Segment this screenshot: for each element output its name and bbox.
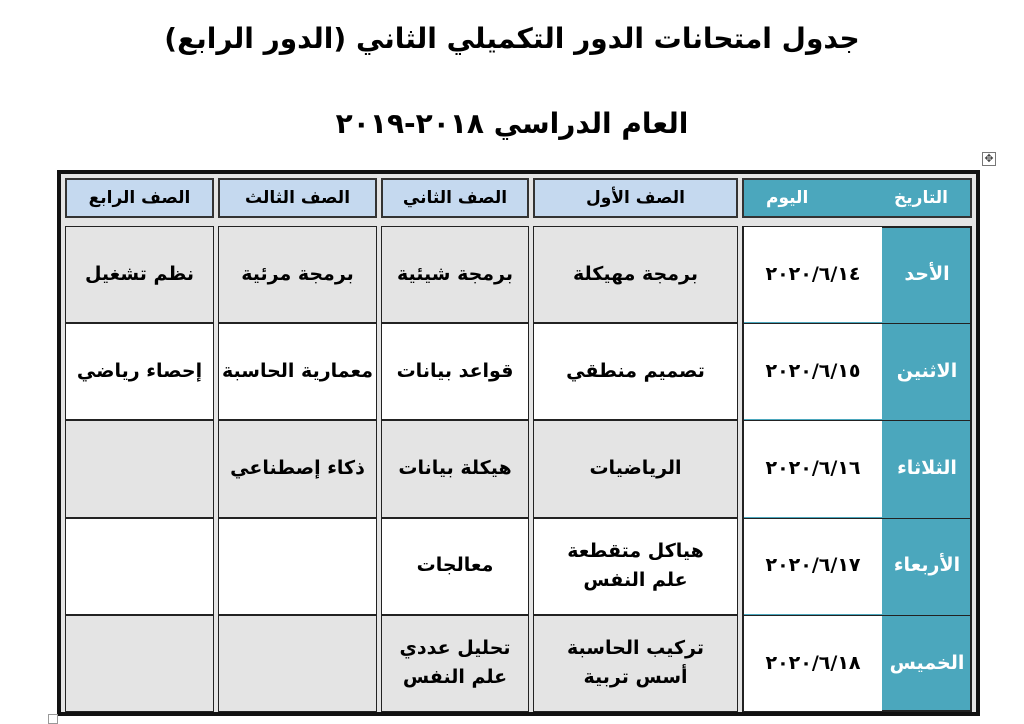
subject-cell — [218, 323, 377, 420]
header-grade3: الصف الثالث — [218, 178, 377, 218]
header-grade1: الصف الأول — [533, 178, 738, 218]
subject-name: معالجات — [416, 554, 494, 577]
row-divider — [744, 323, 970, 324]
subject-cell — [381, 615, 529, 712]
date-cell: ٢٠٢٠/٦/١٥ — [744, 324, 882, 419]
subject-cell — [218, 226, 377, 323]
header-day: اليوم — [766, 187, 809, 208]
subject-name: قواعد بيانات — [396, 360, 514, 383]
subject-cell — [65, 420, 214, 517]
row-divider — [744, 420, 970, 421]
day-cell: الأربعاء — [884, 520, 970, 613]
subject-name: معمارية الحاسبة — [222, 360, 374, 383]
date-cell: ٢٠٢٠/٦/١٦ — [744, 421, 882, 516]
subject-cell — [65, 615, 214, 712]
subject-cell — [65, 323, 214, 420]
subject-cell — [381, 518, 529, 615]
subject-name: هياكل متقطعة — [567, 539, 704, 562]
subject-cell — [533, 615, 738, 712]
subject-cell — [218, 518, 377, 615]
subject-name: ذكاء إصطناعي — [230, 457, 365, 480]
date-cell: ٢٠٢٠/٦/١٧ — [744, 519, 882, 614]
subject-cell — [65, 518, 214, 615]
subject-cell — [533, 323, 738, 420]
subject-cell — [533, 420, 738, 517]
subject-cell — [218, 615, 377, 712]
row-divider — [744, 518, 970, 519]
date-cell: ٢٠٢٠/٦/١٨ — [744, 616, 882, 711]
header-grade4: الصف الرابع — [65, 178, 214, 218]
subject-cell — [381, 420, 529, 517]
subject-cell — [533, 226, 738, 323]
subject-name: علم النفس — [402, 666, 508, 689]
subject-name: نظم تشغيل — [84, 262, 195, 285]
table-resize-handle[interactable] — [48, 714, 58, 724]
subject-name: برمجة مهيكلة — [573, 262, 698, 285]
row-divider — [744, 615, 970, 616]
subject-name: أسس تربية — [583, 666, 688, 689]
day-cell: الاثنين — [884, 325, 970, 418]
subject-name: تحليل عددي — [399, 636, 511, 659]
subject-name: علم النفس — [583, 569, 688, 592]
subject-name: هيكلة بيانات — [398, 457, 512, 480]
document-title: جدول امتحانات الدور التكميلي الثاني (الدور الرابع) — [164, 22, 860, 55]
day-cell: الثلاثاء — [884, 422, 970, 515]
subject-name: تصميم منطقي — [566, 360, 705, 383]
date-cell: ٢٠٢٠/٦/١٤ — [744, 227, 882, 322]
subject-cell — [381, 226, 529, 323]
subject-name: برمجة شيئية — [396, 262, 514, 285]
subject-name: الرياضيات — [589, 457, 682, 480]
subject-name: إحصاء رياضي — [76, 360, 203, 383]
subject-cell — [218, 420, 377, 517]
day-cell: الأحد — [884, 228, 970, 321]
move-icon[interactable]: ✥ — [982, 152, 996, 166]
subject-cell — [533, 518, 738, 615]
subject-name: تركيب الحاسبة — [567, 636, 704, 659]
subject-cell — [65, 226, 214, 323]
subject-name: برمجة مرئية — [241, 262, 354, 285]
document-subtitle: العام الدراسي ٢٠١٨-٢٠١٩ — [335, 107, 689, 140]
header-grade2: الصف الثاني — [381, 178, 529, 218]
subject-cell — [381, 323, 529, 420]
header-date: التاريخ — [894, 187, 948, 208]
day-cell: الخميس — [884, 617, 970, 710]
header-day-date — [742, 178, 972, 218]
